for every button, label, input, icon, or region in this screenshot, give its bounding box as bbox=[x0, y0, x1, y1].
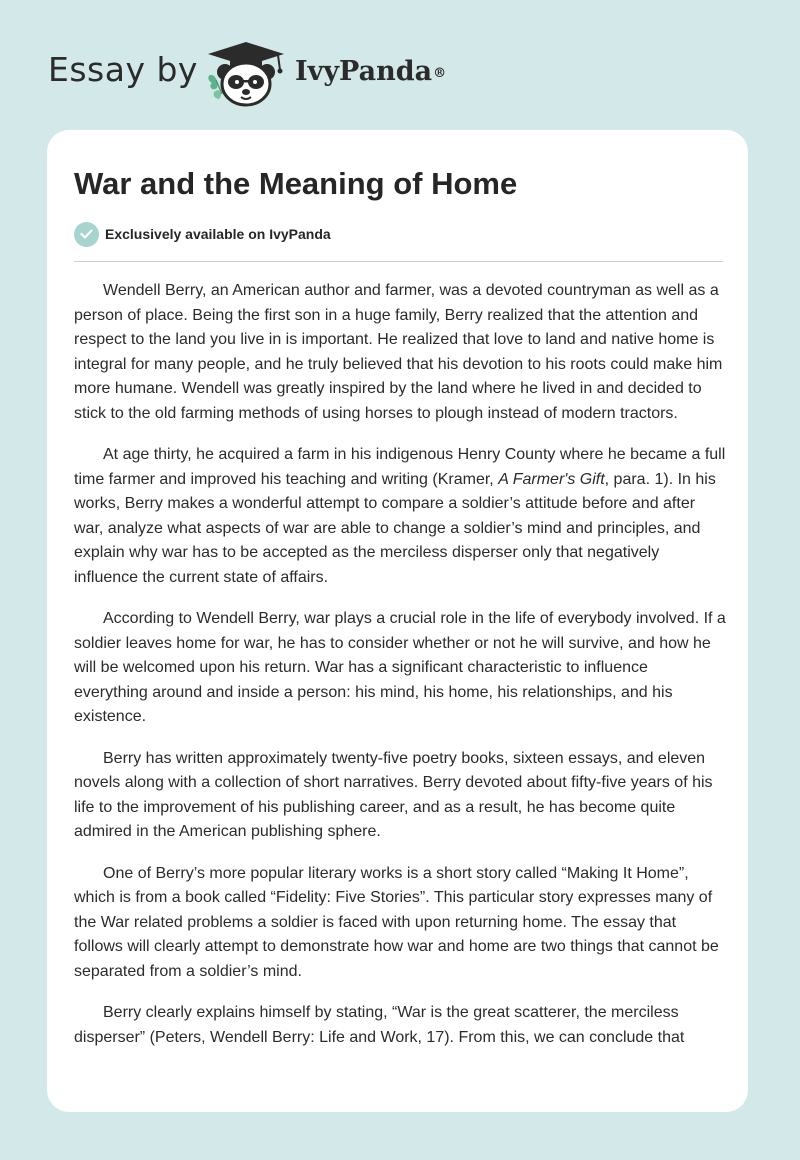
paragraph bbox=[74, 443, 726, 590]
brand-name[interactable] bbox=[295, 54, 446, 90]
essay-by-label: Essay by bbox=[48, 50, 198, 89]
paragraph: Berry clearly explains himself by stating, “War is the great scatterer, the merciless disperser” (Peters, Wendell Berry: Life and Work, 17). From this, we can conclude that bbox=[74, 1004, 685, 1046]
paragraph: One of Berry’s more popular literary works is a short story called “Making It Home”, which is from a book called “Fidelity: Five Stories”. This particular story expresses many of the War related problems a soldier is faced with upon returning home. The essay that follows will clearly attempt to demonstrate how war and home are two things that cannot be separated from a soldier’s mind. bbox=[74, 864, 719, 980]
paragraph: Wendell Berry, an American author and farmer, was a devoted countryman as well as a person of place. Being the first son in a huge family, Berry realized that the attention and respect to the land you live in is important. He realized that love to land and native home is integral for many people, and he truly believed that his devotion to his roots could make him more humane. Wendell was greatly inspired by the land where he lived in and decided to stick to the old farming methods of using horses to plough instead of modern tractors. bbox=[74, 282, 723, 422]
paragraph-text: At age thirty, he acquired a farm in his indigenous Henry County where he became a full time farmer and improved his teaching and writing (Kramer, bbox=[74, 446, 726, 488]
paragraph: Berry has written approximately twenty-five poetry books, sixteen essays, and eleven novels along with a collection of short narratives. Berry devoted about fifty-five years of his life to the improvement of his publishing career, and as a result, he has become quite admired in the American publishing sphere. bbox=[74, 749, 713, 840]
site-header bbox=[0, 0, 800, 130]
paragraph-text: , para. 1). In his works, Berry makes a wonderful attempt to compare a soldier’s attitude before and after war, analyze what aspects of war are able to change a soldier’s mind and principles, and explain why war has to be accepted as the merciless disperser only that negatively influence the current state of affairs. bbox=[74, 470, 716, 586]
check-circle-icon bbox=[74, 222, 99, 247]
essay-card bbox=[47, 130, 748, 1112]
badge-label: Exclusively available on IvyPanda bbox=[105, 226, 331, 242]
essay-title: War and the Meaning of Home bbox=[74, 166, 518, 201]
paragraph: According to Wendell Berry, war plays a crucial role in the life of everybody involved. If a soldier leaves home for war, he has to consider whether or not he will survive, and how he will be welcomed upon his return. War has a significant characteristic to influence everything around and inside a person: his mind, his home, his relationships, and his existence. bbox=[74, 610, 726, 725]
cited-title: A Farmer's Gift bbox=[498, 470, 605, 488]
divider bbox=[74, 261, 723, 262]
brand-label: IvyPanda bbox=[295, 56, 433, 87]
essay-body bbox=[74, 279, 726, 1067]
exclusive-badge bbox=[74, 221, 331, 247]
panda-logo-icon[interactable] bbox=[200, 36, 292, 108]
trademark-symbol: ® bbox=[433, 66, 447, 81]
